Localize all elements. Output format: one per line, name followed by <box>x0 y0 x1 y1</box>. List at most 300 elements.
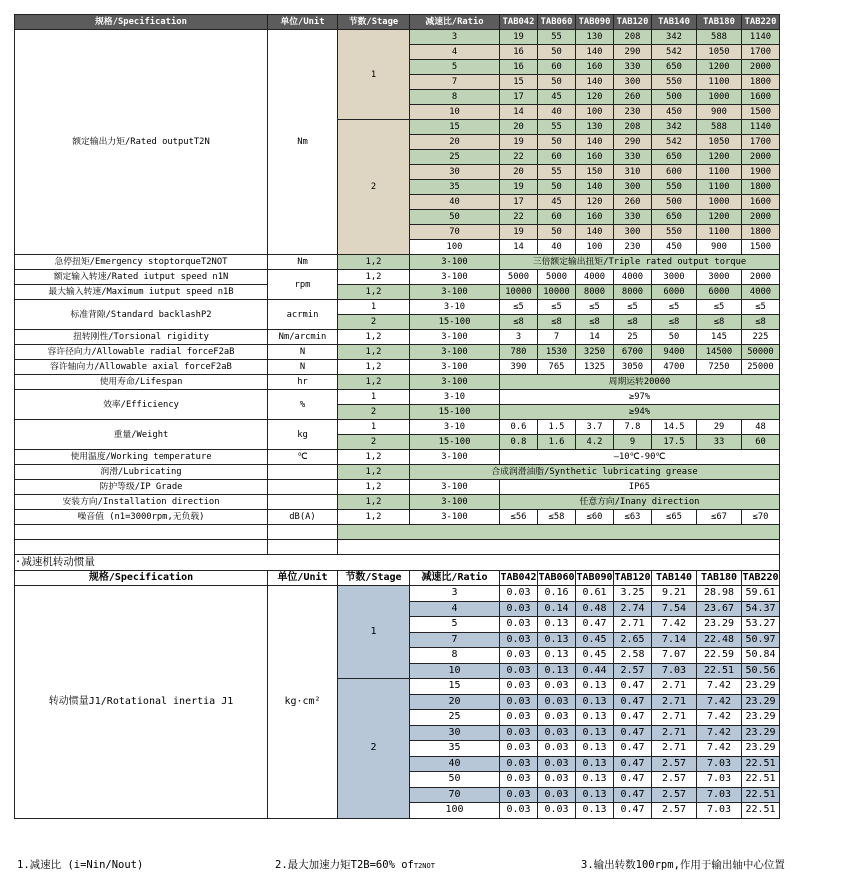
value-cell: 22 <box>500 210 538 225</box>
stage-cell: 2 <box>338 435 410 450</box>
table-row <box>15 450 780 465</box>
value-cell: 1500 <box>742 240 780 255</box>
value-cell: 1200 <box>697 150 742 165</box>
value-cell: 7250 <box>697 360 742 375</box>
value-cell: 0.03 <box>500 663 538 679</box>
value-cell: 7.03 <box>652 663 697 679</box>
ratio-cell: 30 <box>410 725 500 741</box>
ratio-cell: 50 <box>410 772 500 788</box>
value-cell: 2.57 <box>614 663 652 679</box>
row-label: 转动惯量J1/Rotational inertia J1 <box>15 586 268 819</box>
value-cell: 330 <box>614 210 652 225</box>
value-cell: 22.51 <box>742 803 780 819</box>
table-row <box>15 390 780 405</box>
value-cell: 140 <box>576 45 614 60</box>
value-cell: 7.03 <box>697 803 742 819</box>
value-cell: 50 <box>538 45 576 60</box>
value-cell: 500 <box>652 90 697 105</box>
value-cell: 3250 <box>576 345 614 360</box>
value-cell: 650 <box>652 150 697 165</box>
ratio-cell: 20 <box>410 135 500 150</box>
unit-cell <box>268 480 338 495</box>
ratio-cell: 35 <box>410 180 500 195</box>
value-cell: ≥94% <box>500 405 780 420</box>
value-cell: 三倍额定输出扭矩/Triple rated output torque <box>500 255 780 270</box>
value-cell: 23.29 <box>742 694 780 710</box>
value-cell: 0.03 <box>538 725 576 741</box>
value-cell: ≤65 <box>652 510 697 525</box>
value-cell: 17 <box>500 90 538 105</box>
value-cell: 14 <box>576 330 614 345</box>
column-header: TAB090 <box>576 570 614 586</box>
value-cell: 33 <box>697 435 742 450</box>
value-cell: 25000 <box>742 360 780 375</box>
value-cell: 0.03 <box>500 756 538 772</box>
stage-cell: 1,2 <box>338 330 410 345</box>
ratio-cell: 25 <box>410 150 500 165</box>
value-cell: 500 <box>652 195 697 210</box>
column-header: TAB120 <box>614 15 652 30</box>
spec-sheet <box>14 14 780 819</box>
value-cell: 0.13 <box>576 679 614 695</box>
column-header: 节数/Stage <box>338 15 410 30</box>
row-label: 使用寿命/Lifespan <box>15 375 268 390</box>
value-cell: 2.57 <box>652 803 697 819</box>
column-header: 节数/Stage <box>338 570 410 586</box>
value-cell: 4000 <box>614 270 652 285</box>
value-cell: 900 <box>697 105 742 120</box>
value-cell: 0.03 <box>500 710 538 726</box>
value-cell: 1900 <box>742 165 780 180</box>
value-cell: 140 <box>576 225 614 240</box>
table-row <box>15 465 780 480</box>
value-cell: ≤58 <box>538 510 576 525</box>
value-cell: 2.71 <box>652 741 697 757</box>
value-cell: ≤8 <box>697 315 742 330</box>
table-row <box>15 270 780 285</box>
value-cell: 16 <box>500 45 538 60</box>
stage-cell: 1,2 <box>338 360 410 375</box>
value-cell: 7.14 <box>652 632 697 648</box>
value-cell: 54.37 <box>742 601 780 617</box>
value-cell: 0.8 <box>500 435 538 450</box>
value-cell: 2000 <box>742 150 780 165</box>
value-cell: 29 <box>697 420 742 435</box>
value-cell: 260 <box>614 90 652 105</box>
row-label: 润滑/Lubricating <box>15 465 268 480</box>
value-cell: 7.42 <box>697 679 742 695</box>
value-cell: 50 <box>538 225 576 240</box>
value-cell: 120 <box>576 90 614 105</box>
value-cell: 0.03 <box>538 803 576 819</box>
table-row <box>15 420 780 435</box>
unit-cell: N <box>268 345 338 360</box>
value-cell: 3000 <box>697 270 742 285</box>
value-cell: 342 <box>652 30 697 45</box>
value-cell: 1700 <box>742 45 780 60</box>
value-cell: 100 <box>576 105 614 120</box>
value-cell: 2.65 <box>614 632 652 648</box>
value-cell: 28.98 <box>697 586 742 602</box>
value-cell: 45 <box>538 195 576 210</box>
value-cell: 15 <box>500 75 538 90</box>
column-header: TAB140 <box>652 15 697 30</box>
row-label: 标准背隙/Standard backlashP2 <box>15 300 268 330</box>
value-cell: 55 <box>538 120 576 135</box>
value-cell: 300 <box>614 225 652 240</box>
value-cell: 0.03 <box>500 772 538 788</box>
footnote-ratio: 1.减速比 (i=Nin/Nout) <box>17 859 144 871</box>
unit-cell: rpm <box>268 270 338 300</box>
value-cell: 2000 <box>742 210 780 225</box>
stage-cell: 1,2 <box>338 450 410 465</box>
value-cell: ≤8 <box>652 315 697 330</box>
value-cell: 390 <box>500 360 538 375</box>
value-cell: 1200 <box>697 210 742 225</box>
column-header: 单位/Unit <box>268 15 338 30</box>
value-cell: 1800 <box>742 75 780 90</box>
value-cell: 2.57 <box>652 772 697 788</box>
column-header: TAB180 <box>697 15 742 30</box>
value-cell: 0.13 <box>576 725 614 741</box>
value-cell: 130 <box>576 30 614 45</box>
value-cell: 0.47 <box>614 679 652 695</box>
value-cell: 0.45 <box>576 632 614 648</box>
ratio-cell: 3-100 <box>410 330 500 345</box>
value-cell: 9 <box>614 435 652 450</box>
value-cell: 1100 <box>697 75 742 90</box>
stage-cell: 1,2 <box>338 495 410 510</box>
ratio-cell: 3-10 <box>410 390 500 405</box>
value-cell: 342 <box>652 120 697 135</box>
value-cell: 140 <box>576 75 614 90</box>
value-cell: 0.13 <box>538 632 576 648</box>
value-cell: 60 <box>538 210 576 225</box>
table-row <box>15 570 780 586</box>
value-cell: 45 <box>538 90 576 105</box>
column-header: 规格/Specification <box>15 15 268 30</box>
footnote-acceleration-text: 2.最大加速力矩T2B=60% of <box>275 859 414 871</box>
value-cell: 0.14 <box>538 601 576 617</box>
value-cell: 0.03 <box>500 725 538 741</box>
value-cell: 145 <box>697 330 742 345</box>
ratio-cell: 50 <box>410 210 500 225</box>
value-cell: 9400 <box>652 345 697 360</box>
ratio-cell: 40 <box>410 756 500 772</box>
value-cell: 50.84 <box>742 648 780 664</box>
value-cell: 0.47 <box>576 617 614 633</box>
value-cell: 48 <box>742 420 780 435</box>
value-cell: 4700 <box>652 360 697 375</box>
value-cell: 0.47 <box>614 725 652 741</box>
stage-cell: 1 <box>338 390 410 405</box>
value-cell: ≥97% <box>500 390 780 405</box>
value-cell: 60 <box>742 435 780 450</box>
value-cell: ≤60 <box>576 510 614 525</box>
unit-cell: % <box>268 390 338 420</box>
value-cell: 780 <box>500 345 538 360</box>
blank-cell <box>268 525 338 540</box>
row-label: 额定输出力矩/Rated outputT2N <box>15 30 268 255</box>
blank-cell <box>15 540 268 555</box>
value-cell: 4000 <box>742 285 780 300</box>
value-cell: 合成润滑油脂/Synthetic lubricating grease <box>410 465 780 480</box>
value-cell: 50 <box>652 330 697 345</box>
unit-cell: Nm <box>268 30 338 255</box>
value-cell: 10000 <box>538 285 576 300</box>
ratio-cell: 10 <box>410 105 500 120</box>
value-cell: 55 <box>538 30 576 45</box>
value-cell: 542 <box>652 135 697 150</box>
value-cell: 450 <box>652 240 697 255</box>
value-cell: 19 <box>500 225 538 240</box>
row-label: 安装方向/Installation direction <box>15 495 268 510</box>
ratio-cell: 5 <box>410 617 500 633</box>
value-cell: 3.25 <box>614 586 652 602</box>
value-cell: 19 <box>500 180 538 195</box>
value-cell: 0.03 <box>500 632 538 648</box>
blank-cell <box>15 525 268 540</box>
value-cell: —10℃-90℃ <box>500 450 780 465</box>
ratio-cell: 3-100 <box>410 495 500 510</box>
column-header: TAB140 <box>652 570 697 586</box>
value-cell: 0.13 <box>538 617 576 633</box>
value-cell: 14 <box>500 240 538 255</box>
footnote-output-speed: 3.输出转数100rpm,作用于输出轴中心位置 <box>581 859 785 871</box>
ratio-cell: 5 <box>410 60 500 75</box>
table-row <box>15 510 780 525</box>
value-cell: 40 <box>538 240 576 255</box>
value-cell: 7.42 <box>697 725 742 741</box>
row-label: 急停扭矩/Emergency stoptorqueT2NOT <box>15 255 268 270</box>
value-cell: 3050 <box>614 360 652 375</box>
ratio-cell: 3-100 <box>410 285 500 300</box>
value-cell: 50.97 <box>742 632 780 648</box>
unit-cell: hr <box>268 375 338 390</box>
value-cell: 310 <box>614 165 652 180</box>
table-row <box>15 345 780 360</box>
value-cell: 0.47 <box>614 710 652 726</box>
value-cell: 260 <box>614 195 652 210</box>
value-cell: 7.42 <box>697 710 742 726</box>
value-cell: ≤5 <box>538 300 576 315</box>
value-cell: ≤70 <box>742 510 780 525</box>
column-header: 单位/Unit <box>268 570 338 586</box>
value-cell: 3.7 <box>576 420 614 435</box>
value-cell: 22.51 <box>742 787 780 803</box>
value-cell: 0.03 <box>538 694 576 710</box>
ratio-cell: 15-100 <box>410 405 500 420</box>
value-cell: 542 <box>652 45 697 60</box>
stage-cell: 1,2 <box>338 375 410 390</box>
value-cell: 208 <box>614 30 652 45</box>
stage-cell: 1 <box>338 420 410 435</box>
ratio-cell: 3-100 <box>410 255 500 270</box>
table-row <box>15 375 780 390</box>
row-label: 最大输入转速/Maximum iutput speed n1B <box>15 285 268 300</box>
table-row <box>15 495 780 510</box>
value-cell: 0.03 <box>538 787 576 803</box>
value-cell: 6700 <box>614 345 652 360</box>
value-cell: ≤5 <box>500 300 538 315</box>
ratio-cell: 40 <box>410 195 500 210</box>
value-cell: 550 <box>652 180 697 195</box>
value-cell: 0.03 <box>500 787 538 803</box>
value-cell: ≤5 <box>576 300 614 315</box>
stage-cell: 1,2 <box>338 480 410 495</box>
footnote-acceleration <box>275 857 435 872</box>
value-cell: 1050 <box>697 45 742 60</box>
table-row <box>15 330 780 345</box>
value-cell: 600 <box>652 165 697 180</box>
section-title: ·减速机转动惯量 <box>15 555 780 571</box>
column-header: TAB220 <box>742 15 780 30</box>
value-cell: 7.03 <box>697 756 742 772</box>
value-cell: 7.07 <box>652 648 697 664</box>
value-cell: 6000 <box>697 285 742 300</box>
value-cell: ≤8 <box>500 315 538 330</box>
value-cell: 14 <box>500 105 538 120</box>
value-cell: 4000 <box>576 270 614 285</box>
value-cell: 25 <box>614 330 652 345</box>
value-cell: 290 <box>614 45 652 60</box>
value-cell: 0.13 <box>576 803 614 819</box>
row-label: 容许轴向力/Allowable axial forceF2aB <box>15 360 268 375</box>
row-label: 扭转刚性/Torsional rigidity <box>15 330 268 345</box>
value-cell: 22.59 <box>697 648 742 664</box>
value-cell: 22.51 <box>697 663 742 679</box>
value-cell: 50 <box>538 180 576 195</box>
value-cell: 53.27 <box>742 617 780 633</box>
stage-cell: 2 <box>338 679 410 819</box>
value-cell: 2.71 <box>652 725 697 741</box>
column-header: 减速比/Ratio <box>410 15 500 30</box>
blank-cell <box>268 540 338 555</box>
value-cell: ≤67 <box>697 510 742 525</box>
value-cell: 2.71 <box>614 617 652 633</box>
ratio-cell: 70 <box>410 787 500 803</box>
ratio-cell: 15-100 <box>410 315 500 330</box>
value-cell: 208 <box>614 120 652 135</box>
value-cell: ≤5 <box>652 300 697 315</box>
value-cell: 55 <box>538 165 576 180</box>
value-cell: 2.71 <box>652 710 697 726</box>
value-cell: 60 <box>538 150 576 165</box>
table-row <box>15 300 780 315</box>
value-cell: 9.21 <box>652 586 697 602</box>
value-cell: ≤5 <box>697 300 742 315</box>
value-cell: 0.13 <box>576 694 614 710</box>
table-row <box>15 15 780 30</box>
value-cell: 330 <box>614 60 652 75</box>
value-cell: 17 <box>500 195 538 210</box>
row-label: 重量/Weight <box>15 420 268 450</box>
value-cell: 160 <box>576 60 614 75</box>
column-header: TAB120 <box>614 570 652 586</box>
value-cell: 23.29 <box>742 725 780 741</box>
unit-cell: Nm/arcmin <box>268 330 338 345</box>
value-cell: 0.48 <box>576 601 614 617</box>
value-cell: 330 <box>614 150 652 165</box>
value-cell: 3000 <box>652 270 697 285</box>
value-cell: 7.42 <box>652 617 697 633</box>
value-cell: 23.29 <box>697 617 742 633</box>
column-header: TAB060 <box>538 570 576 586</box>
value-cell: 50 <box>538 75 576 90</box>
value-cell: 23.29 <box>742 710 780 726</box>
value-cell: 2000 <box>742 60 780 75</box>
value-cell: 1100 <box>697 165 742 180</box>
value-cell: ≤63 <box>614 510 652 525</box>
value-cell: 1050 <box>697 135 742 150</box>
value-cell: 230 <box>614 240 652 255</box>
table-row <box>15 540 780 555</box>
row-label: 防护等级/IP Grade <box>15 480 268 495</box>
value-cell: 1325 <box>576 360 614 375</box>
row-label: 噪音值 (n1=3000rpm,无负载) <box>15 510 268 525</box>
value-cell: 8000 <box>614 285 652 300</box>
value-cell: 7 <box>538 330 576 345</box>
unit-cell: kg·cm² <box>268 586 338 819</box>
ratio-cell: 3-100 <box>410 450 500 465</box>
unit-cell: kg <box>268 420 338 450</box>
column-header: TAB180 <box>697 570 742 586</box>
ratio-cell: 3-10 <box>410 300 500 315</box>
ratio-cell: 3 <box>410 586 500 602</box>
value-cell: 0.03 <box>538 679 576 695</box>
footnote-acceleration-sub: T2NOT <box>413 862 435 870</box>
value-cell: 0.13 <box>538 663 576 679</box>
value-cell: 0.03 <box>538 710 576 726</box>
value-cell: 20 <box>500 165 538 180</box>
value-cell: 140 <box>576 135 614 150</box>
value-cell: 2.57 <box>652 756 697 772</box>
ratio-cell: 10 <box>410 663 500 679</box>
value-cell: 0.13 <box>576 756 614 772</box>
column-header: 规格/Specification <box>15 570 268 586</box>
unit-cell: Nm <box>268 255 338 270</box>
value-cell: 1140 <box>742 120 780 135</box>
value-cell: 4.2 <box>576 435 614 450</box>
value-cell: 0.61 <box>576 586 614 602</box>
value-cell: 588 <box>697 30 742 45</box>
table-row <box>15 285 780 300</box>
value-cell: 0.03 <box>500 679 538 695</box>
stage-cell: 2 <box>338 405 410 420</box>
value-cell: 0.13 <box>576 710 614 726</box>
value-cell: 5000 <box>538 270 576 285</box>
value-cell: 140 <box>576 180 614 195</box>
value-cell: ≤8 <box>614 315 652 330</box>
value-cell: IP65 <box>500 480 780 495</box>
value-cell: 7.8 <box>614 420 652 435</box>
column-header: TAB220 <box>742 570 780 586</box>
value-cell: 10000 <box>500 285 538 300</box>
value-cell: 0.47 <box>614 772 652 788</box>
value-cell: 550 <box>652 75 697 90</box>
value-cell: 2.71 <box>652 679 697 695</box>
ratio-cell: 7 <box>410 75 500 90</box>
value-cell: ≤8 <box>576 315 614 330</box>
ratio-cell: 15 <box>410 679 500 695</box>
value-cell: 2.58 <box>614 648 652 664</box>
table-row <box>15 586 780 602</box>
value-cell: 0.47 <box>614 803 652 819</box>
value-cell: 100 <box>576 240 614 255</box>
value-cell: 17.5 <box>652 435 697 450</box>
value-cell: 1100 <box>697 225 742 240</box>
value-cell: 19 <box>500 30 538 45</box>
